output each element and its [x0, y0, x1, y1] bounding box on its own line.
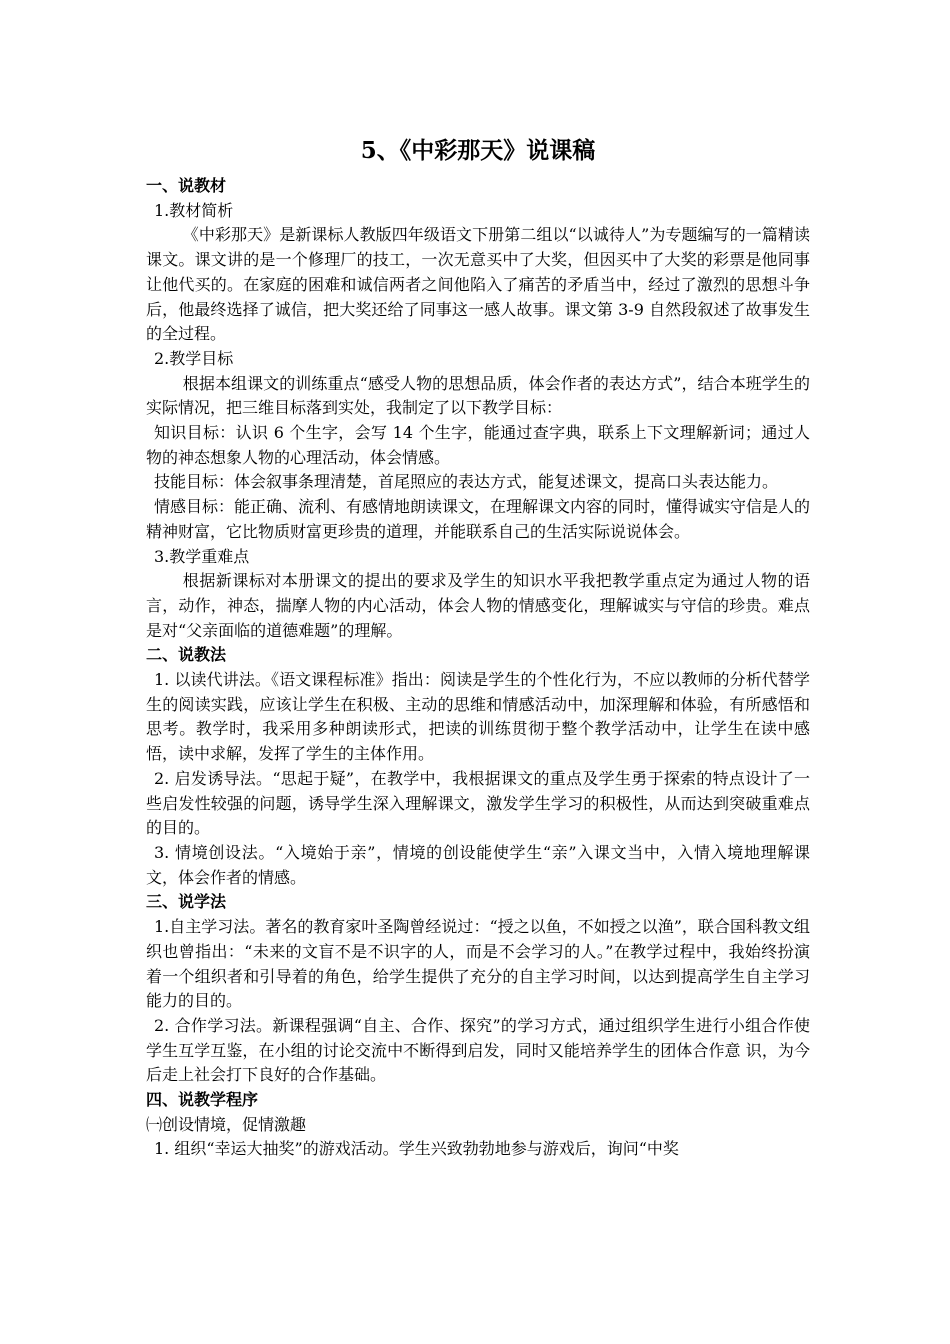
paragraph: 1.自主学习法。著名的教育家叶圣陶曾经说过：“授之以鱼，不如授之以渔”，联合国科教文组织也曾指出：“未来的文盲不是不识字的人，而是不会学习的人。”在教学过程中，我始终扮演着一个组织者和引导着的角色，给学生提供了充分的自主学习时间，以达到提高学生自主学习能力的目的。 [146, 917, 810, 1011]
paragraph: 2. 合作学习法。新课程强调“自主、合作、探究”的学习方式，通过组织学生进行小组合作使学生互学互鉴，在小组的讨论交流中不断得到启发，同时又能培养学生的团体合作意 识，为今后走上社会打下良好的合作基础。 [146, 1015, 810, 1085]
paragraph: 2.教学目标 [154, 348, 234, 368]
document-title: 5、《中彩那天》说课稿 [360, 137, 596, 164]
paragraph: 1.教材简析 [154, 200, 234, 220]
paragraph: ㈠创设情境，促情激趣 [146, 1114, 307, 1134]
section-heading: 一、说教材 [146, 176, 227, 195]
section-heading: 三、说学法 [146, 892, 227, 912]
section-heading: 二、说教法 [146, 645, 227, 665]
paragraph: 《中彩那天》是新课标人教版四年级语文下册第二组以“以诚待人”为专题编写的一篇精读课文。课文讲的是一个修理厂的技工，一次无意买中了大奖，但因买中了大奖的彩票是他同事让他代买的。在家庭的困难和诚信两者之间他陷入了痛苦的矛盾当中，经过了激烈的思想斗争后，他最终选择了诚信，把大奖还给了同事这一感人故事。课文第 3-9 自然段叙述了故事发生的全过程。 [146, 225, 810, 344]
paragraph: 1. 组织“幸运大抽奖”的游戏活动。学生兴致勃勃地参与游戏后，询问“中奖 [154, 1139, 679, 1159]
paragraph: 3. 情境创设法。“入境始于亲”，情境的创设能使学生“亲”入课文当中，入情入境地理解课文，体会作者的情感。 [146, 842, 810, 887]
paragraph: 情感目标：能正确、流利、有感情地朗读课文，在理解课文内容的同时，懂得诚实守信是人的精神财富，它比物质财富更珍贵的道理，并能联系自己的生活实际说说体会。 [146, 497, 811, 541]
paragraph: 根据本组课文的训练重点“感受人物的思想品质，体会作者的表达方式”，结合本班学生的实际情况，把三维目标落到实处，我制定了以下教学目标： [146, 373, 810, 418]
paragraph: 知识目标：认识 6 个生字，会写 14 个生字，能通过查字典，联系上下文理解新词；通过人物的神态想象人物的心理活动，体会情感。 [146, 423, 810, 467]
document-body [146, 174, 810, 1162]
paragraph: 1. 以读代讲法。《语文课程标准》指出：阅读是学生的个性化行为，不应以教师的分析代替学生的阅读实践，应该让学生在积极、主动的思维和情感活动中，加深理解和体验，有所感悟和思考。教学时，我采用多种朗读形式，把读的训练贯彻于整个教学活动中，让学生在读中感悟，读中求解，发挥了学生的主体作用。 [146, 670, 810, 764]
paragraph: 3.教学重难点 [154, 546, 250, 566]
paragraph: 2. 启发诱导法。“思起于疑”，在教学中，我根据课文的重点及学生勇于探索的特点设计了一些启发性较强的问题，诱导学生深入理解课文，激发学生学习的积极性，从而达到突破重难点的目的。 [146, 768, 810, 838]
section-heading: 四、说教学程序 [146, 1090, 259, 1110]
document-page [146, 134, 810, 1162]
paragraph: 根据新课标对本册课文的提出的要求及学生的知识水平我把教学重点定为通过人物的语言，动作，神态，揣摩人物的内心活动，体会人物的情感变化，理解诚实与守信的珍贵。难点是对“父亲面临的道德难题”的理解。 [146, 571, 810, 640]
paragraph: 技能目标：体会叙事条理清楚，首尾照应的表达方式，能复述课文，提高口头表达能力。 [154, 472, 779, 492]
